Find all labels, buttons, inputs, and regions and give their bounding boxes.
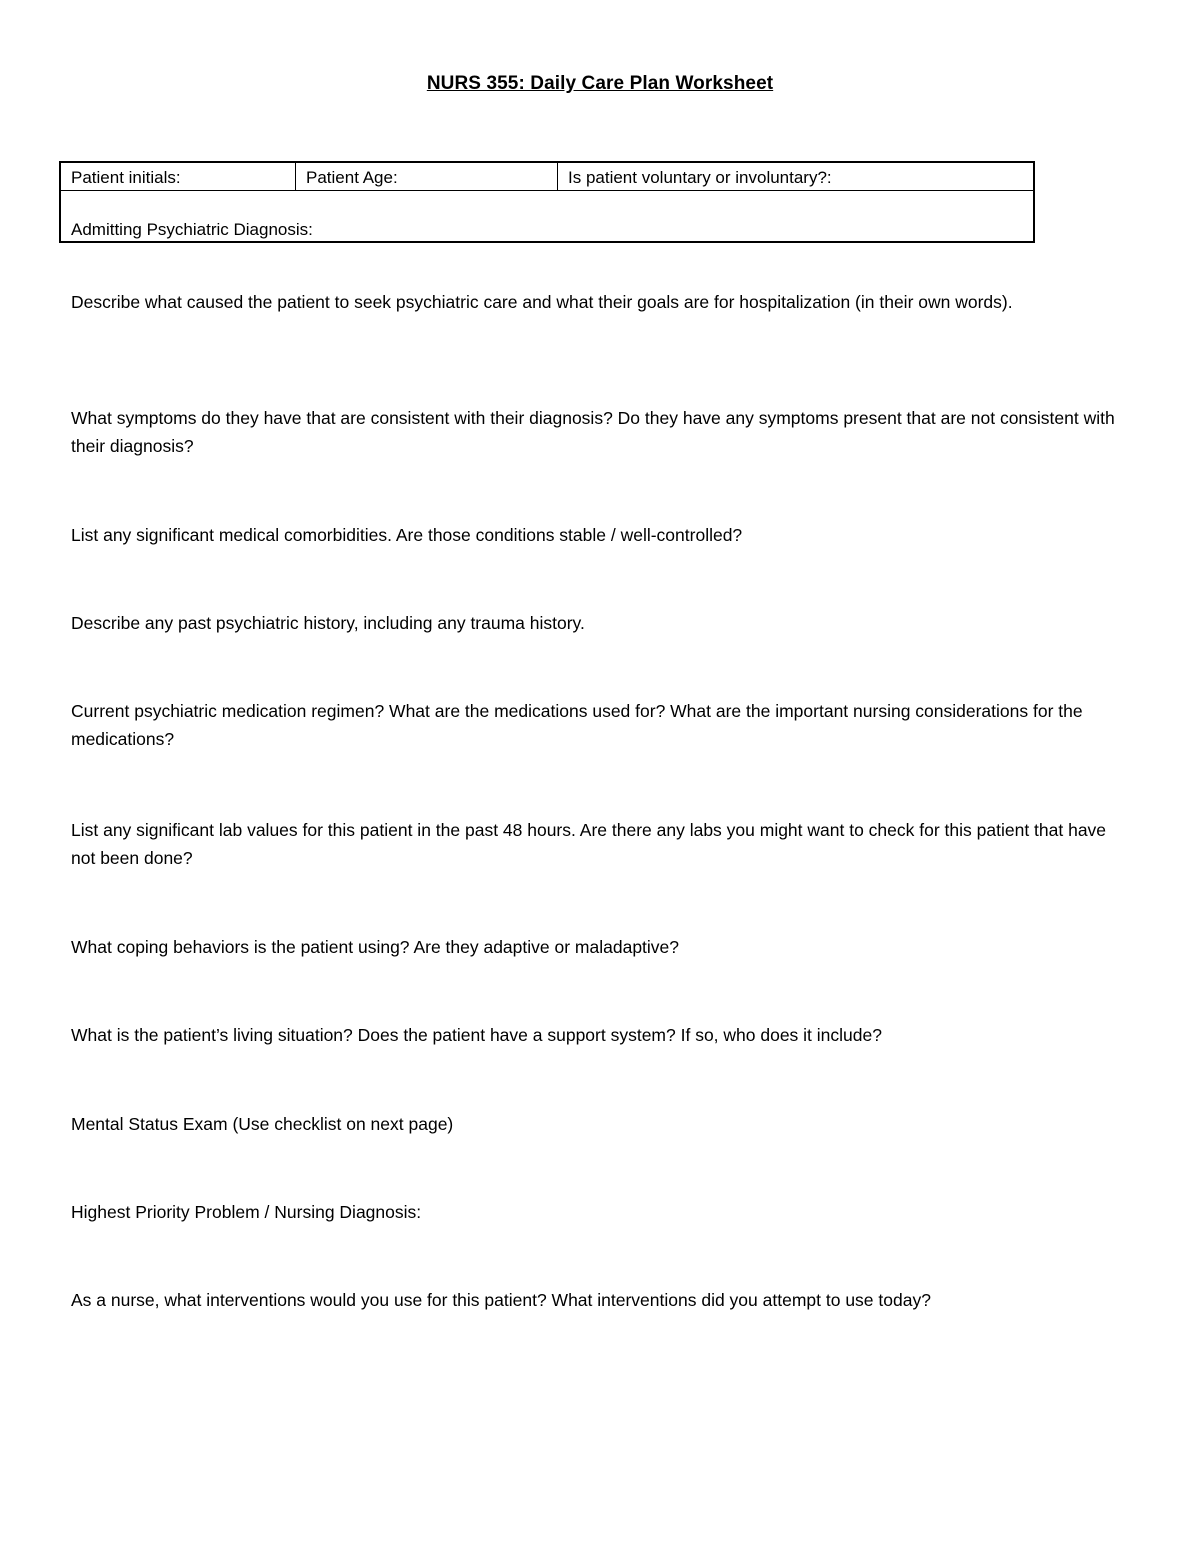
question-coping-behaviors: What coping behaviors is the patient using? Are they adaptive or maladaptive? (71, 937, 680, 957)
question-medication-regimen: Current psychiatric medication regimen? What are the medications used for? What are the important nursing considerations for the medications? (71, 701, 1083, 749)
question-reason-for-care: Describe what caused the patient to seek psychiatric care and what their goals are for hospitalization (in their own words). (71, 292, 1013, 312)
question-comorbidities: List any significant medical comorbidities. Are those conditions stable / well-controlled? (71, 525, 743, 545)
admitting-diagnosis-label: Admitting Psychiatric Diagnosis: (71, 220, 313, 239)
patient-info-table (59, 161, 1035, 243)
question-lab-values: List any significant lab values for this patient in the past 48 hours. Are there any labs you might want to check for this patient that have not been done? (71, 820, 1107, 868)
patient-age-label: Patient Age: (296, 163, 558, 190)
question-mental-status-exam: Mental Status Exam (Use checklist on next page) (71, 1114, 454, 1134)
voluntary-status-label: Is patient voluntary or involuntary?: (568, 168, 832, 187)
page-title: NURS 355: Daily Care Plan Worksheet (426, 73, 774, 94)
question-living-situation: What is the patient’s living situation? Does the patient have a support system? If so, who does it include? (71, 1025, 882, 1045)
question-symptoms: What symptoms do they have that are consistent with their diagnosis? Do they have any symptoms present that are not consistent with their diagnosis? (71, 408, 1115, 456)
patient-info-row (61, 163, 1033, 191)
question-psychiatric-history: Describe any past psychiatric history, including any trauma history. (71, 613, 585, 633)
question-priority-problem: Highest Priority Problem / Nursing Diagnosis: (71, 1202, 422, 1222)
question-interventions: As a nurse, what interventions would you use for this patient? What interventions did you attempt to use today? (71, 1290, 931, 1310)
patient-initials-label: Patient initials: (61, 163, 296, 190)
